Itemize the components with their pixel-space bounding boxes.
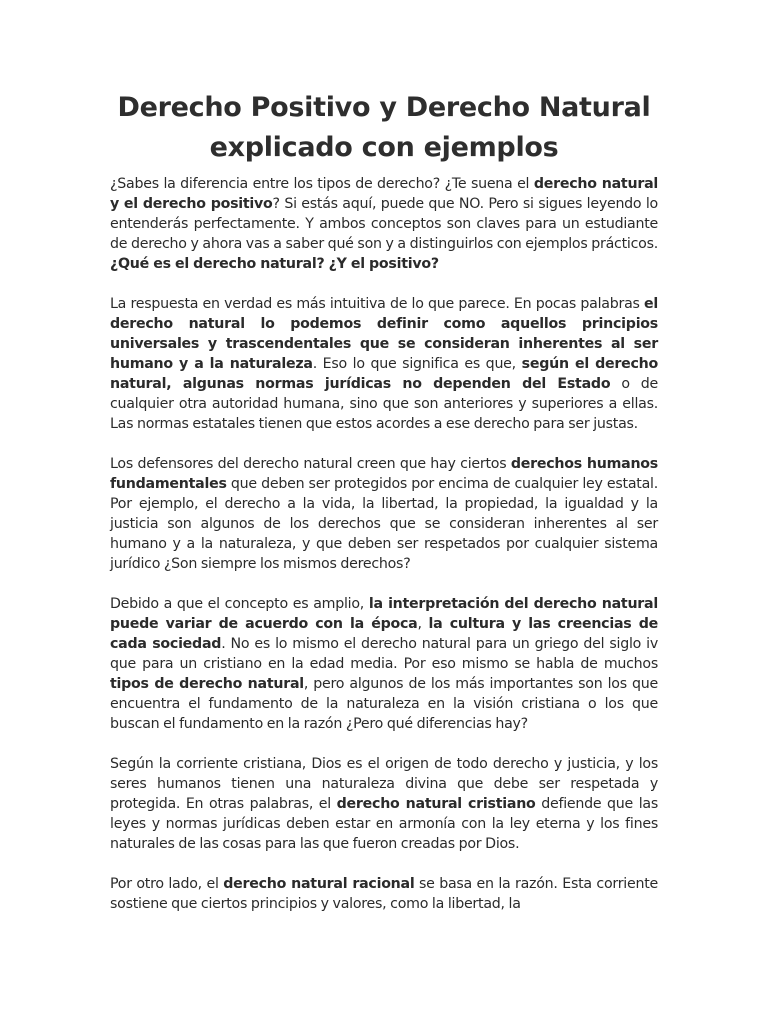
paragraph-5	[110, 754, 658, 854]
paragraph-4	[110, 594, 658, 734]
text-run: , pero algunos de los más importantes son los que encuentra el fundamento de la naturaleza en la visión cristiana o los que buscan el fundamento en la razón ¿Pero qué diferencias hay?	[110, 676, 658, 732]
bold-text: derechos humanos fundamentales	[110, 456, 658, 492]
text-run: Debido a que el concepto es amplio,	[110, 596, 369, 612]
text-run: se basa en la razón. Esta corriente sostiene que ciertos principios y valores, como la libertad, la	[110, 876, 658, 912]
bold-text: según el derecho natural, algunas normas jurídicas no dependen del Estado	[110, 356, 658, 392]
paragraph-3	[110, 454, 658, 574]
document-body	[110, 174, 658, 914]
text-run: Por otro lado, el	[110, 876, 224, 892]
paragraph-6	[110, 874, 658, 914]
document-title: Derecho Positivo y Derecho Natural explicado con ejemplos	[117, 92, 651, 163]
text-run: que deben ser protegidos por encima de cualquier ley estatal. Por ejemplo, el derecho a la vida, la libertad, la propiedad, la igualdad y la justicia son algunos de los derechos que se consideran inherentes al ser humano y a la naturaleza, y que deben ser respetados por cualquier sistema jurídico ¿Son siempre los mismos derechos?	[110, 476, 658, 572]
text-run: Los defensores del derecho natural creen que hay ciertos	[110, 456, 511, 472]
bold-text: derecho natural y el derecho positivo	[110, 176, 659, 212]
document-page	[110, 88, 658, 914]
text-run: . Eso lo que significa es que,	[312, 356, 522, 372]
bold-text: derecho natural cristiano	[336, 796, 536, 812]
bold-text: ¿Qué es el derecho natural? ¿Y el positivo?	[110, 256, 439, 272]
text-run: defiende que las leyes y normas jurídicas deben estar en armonía con la ley eterna y los fines naturales de las cosas para las que fueron creadas por Dios.	[110, 796, 658, 852]
bold-text: la interpretación del derecho natural puede variar de acuerdo con la época	[110, 596, 658, 632]
paragraph-1	[110, 174, 658, 274]
bold-text: la cultura y las creencias de cada sociedad	[110, 616, 658, 652]
text-run: ¿Sabes la diferencia entre los tipos de derecho? ¿Te suena el	[110, 176, 534, 192]
paragraph-2	[110, 294, 658, 434]
text-run: La respuesta en verdad es más intuitiva de lo que parece. En pocas palabras	[110, 296, 644, 312]
text-run: ,	[417, 616, 429, 632]
bold-text: tipos de derecho natural	[110, 676, 304, 692]
text-run: . No es lo mismo el derecho natural para un griego del siglo iv que para un cristiano en la edad media. Por eso mismo se habla de muchos	[110, 636, 658, 672]
text-run: Según la corriente cristiana, Dios es el origen de todo derecho y justicia, y los seres humanos tienen una naturaleza divina que debe ser respetada y protegida. En otras palabras, el	[110, 756, 658, 812]
bold-text: el derecho natural lo podemos definir como aquellos principios universales y trascendentales que se consideran inherentes al ser humano y a la naturaleza	[110, 296, 658, 372]
text-run: ? Si estás aquí, puede que NO. Pero si sigues leyendo lo entenderás perfectamente. Y ambos conceptos son claves para un estudiante de derecho y ahora vas a saber qué son y a distinguirlos con ejemplos prácticos.	[110, 196, 658, 252]
bold-text: derecho natural racional	[223, 876, 415, 892]
text-run: o de cualquier otra autoridad humana, sino que son anteriores y superiores a ellas. Las normas estatales tienen que estos acordes a ese derecho para ser justas.	[110, 376, 659, 432]
